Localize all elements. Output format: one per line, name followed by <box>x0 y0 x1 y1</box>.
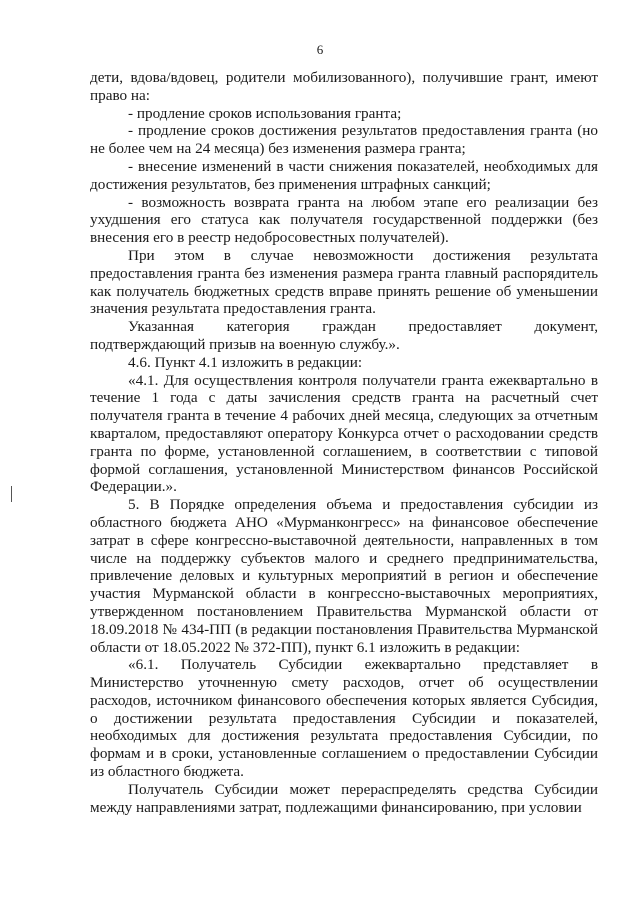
paragraph-1-continuation: дети, вдова/вдовец, родители мобилизованного), получившие грант, имеют право на: <box>90 69 598 104</box>
paragraph-item-5: 5. В Порядке определения объема и предоставления субсидии из областного бюджета АНО «Мурманконгресс» на финансовое обеспечение затрат в сфере конгрессно-выставочной деятельности, направленных в том числе на поддержку субъектов малого и среднего предпринимательства, привлечение деловых и культурных мероприятий в регион и обеспечение участия Мурманской области в конгрессно-выставочных мероприятиях, утвержденном постановлением Правительства Мурманской области от 18.09.2018 № 434-ПП (в редакции постановления Правительства Мурманской области от 18.05.2022 № 372-ПП), пункт 6.1 изложить в редакции: <box>90 496 598 656</box>
paragraph-document-requirement: Указанная категория граждан предоставляет документ, подтверждающий призыв на военную службу.». <box>90 318 598 353</box>
paragraph-item-6-1: «6.1. Получатель Субсидии ежеквартально представляет в Министерство уточненную смету расходов, отчет об осуществлении расходов, источником финансового обеспечения которых является Субсидия, о достижении результата предоставления Субсидии и показателей, необходимых для достижения результата предоставления Субсидии, по формам и в сроки, установленные соглашением о предоставлении Субсидии из областного бюджета. <box>90 656 598 781</box>
document-body <box>90 69 598 816</box>
margin-mark <box>11 486 12 502</box>
paragraph-item-4-6: 4.6. Пункт 4.1 изложить в редакции: <box>128 353 363 371</box>
list-item-grant-term-extension: - продление сроков использования гранта; <box>128 104 402 122</box>
list-item-indicator-reduction: - внесение изменений в части снижения показателей, необходимых для достижения результатов, без применения штрафных санкций; <box>90 157 598 193</box>
paragraph-item-4-1: «4.1. Для осуществления контроля получатели гранта ежеквартально в течение 1 года с даты зачисления средств гранта на расчетный счет получателя гранта в течение 4 рабочих дней месяца, следующих за отчетным кварталом, предоставляют оператору Конкурса отчет о расходовании средств гранта по форме, установленной соглашением, в соответствии с типовой формой соглашения, установленной Министерством финансов Российской Федерации.». <box>90 371 598 496</box>
list-item-grant-return: - возможность возврата гранта на любом этапе его реализации без ухудшения его статуса как получателя государственной поддержки (без внесения его в реестр недобросовестных получателей). <box>90 193 598 247</box>
page-number: 6 <box>316 42 324 57</box>
list-item-result-deadline-extension: - продление сроков достижения результатов предоставления гранта (но не более чем на 24 месяца) без изменения размера гранта; <box>90 122 598 158</box>
paragraph-redistribution: Получатель Субсидии может перераспределять средства Субсидии между направлениями затрат, подлежащими финансированию, при условии <box>90 780 598 816</box>
paragraph-result-reduction: При этом в случае невозможности достижения результата предоставления гранта без изменения размера гранта главный распорядитель как получатель бюджетных средств вправе принять решение об уменьшении значения результата предоставления гранта. <box>90 246 598 318</box>
